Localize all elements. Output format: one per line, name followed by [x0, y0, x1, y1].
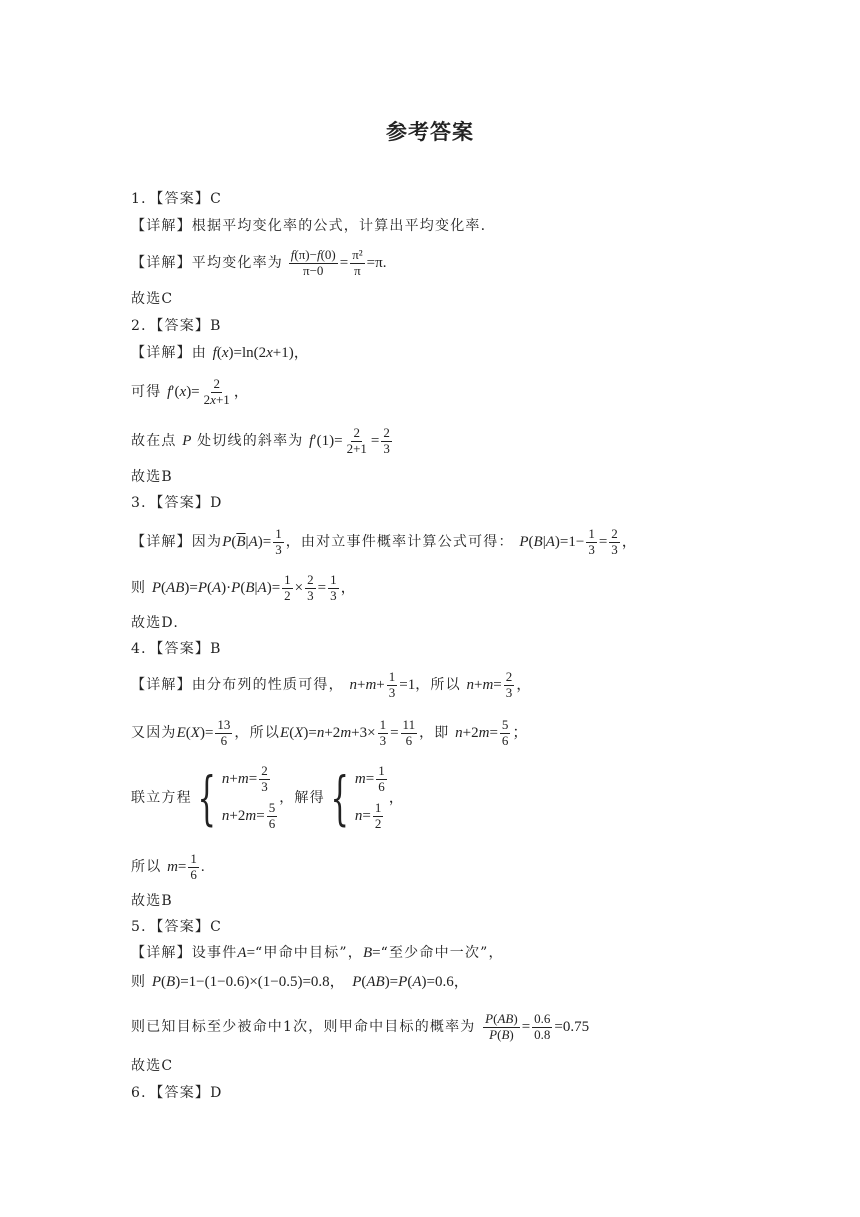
q1-detail-2-text: 【详解】平均变化率为: [131, 254, 283, 271]
q2-answer: 2．【答案】B: [131, 318, 222, 334]
q1-detail-2: 【详解】平均变化率为 $\frac{f(\pi)-f(0)}{\pi-0}$ = $\frac{\text{π²}}{\pi}$ =π.: [131, 247, 387, 278]
q4-detail-3-text-a: 联立方程: [131, 789, 192, 806]
q5-detail-1-text-b: “甲命中目标”，: [255, 945, 363, 961]
q3-detail-2-text: 则: [131, 579, 147, 596]
q2-detail-3: 故在点 P 处切线的斜率为 f′(1)= $\frac{2}{2+1}$ = $\frac{2}{3}$: [131, 425, 390, 456]
q2-detail-3-text-a: 故在点: [131, 432, 177, 449]
q5-detail-2: 则 P(B)=1−(1−0.6)×(1−0.5)=0.8， P(AB)=P(A)=0.6，: [131, 974, 469, 990]
q4-detail-2-text-c: ，即: [419, 724, 450, 741]
q6-answer: 6．【答案】D: [131, 1085, 223, 1101]
q2-detail-1: 【详解】由 f(x)=ln(2x+1)，: [131, 345, 309, 361]
q1-answer: 1．【答案】C: [131, 191, 223, 207]
q5-detail-1-text-a: 【详解】设事件: [131, 945, 238, 961]
q5-detail-2-text: 则: [131, 974, 147, 990]
q4-detail-3-text-b: ，解得: [279, 789, 325, 806]
q3-detail-1: 【详解】因为$P(\overline{B}|A)=$ $\frac{1}{3}$ ，由对立事件概率计算公式可得： P(B|A)=1− $\frac{1}{3}$ = $\frac{2}{3}$ ，: [131, 526, 637, 557]
q2-detail-1-text: 【详解】由: [131, 345, 207, 361]
q5-choice: 故选C: [131, 1058, 174, 1074]
page-title: 参考答案: [386, 120, 474, 144]
q3-detail-1-text-b: ，由对立事件概率计算公式可得：: [285, 533, 514, 550]
q3-answer: 3．【答案】D: [131, 495, 223, 511]
q4-answer: 4．【答案】B: [131, 641, 222, 657]
q4-detail-4: 所以 m= $\frac{1}{6}$ .: [131, 851, 205, 882]
q2-detail-2: 可得 f′(x)= $\frac{2}{2x+1}$ ，: [131, 376, 249, 407]
q1-detail-1: 【详解】根据平均变化率的公式，计算出平均变化率.: [131, 218, 487, 234]
q5-detail-3: 则已知目标至少被命中1次，则甲命中目标的概率为 $\frac{P(AB)}{P(B)}$ = $\frac{0.6}{0.8}$ =0.75: [131, 1011, 590, 1042]
q3-detail-2: 则 P(AB)=P(A)·P(B|A)= $\frac{1}{2}$ × $\frac{2}{3}$ = $\frac{1}{3}$ ，: [131, 572, 356, 603]
q4-detail-1: 【详解】由分布列的性质可得， n+m+ $\frac{1}{3}$ =1，所以 n+m= $\frac{2}{3}$ ，: [131, 669, 532, 700]
q2-detail-3-text-b: 处切线的斜率为: [197, 432, 304, 449]
q5-answer: 5．【答案】C: [131, 919, 223, 935]
q4-detail-3: 联立方程{ n+m= $\frac{2}{3}$ n+2m= $\frac{5}{6}$ ，解得{ m= $\frac{1}{6}$ n= $\frac{1}{2}$ ，: [131, 763, 404, 832]
q4-detail-2-text-b: ，所以: [234, 724, 281, 741]
q4-detail-2: 又因为E(X)= $\frac{13}{6}$ ，所以E(X)=n+2m+3× $\frac{1}{3}$ = $\frac{11}{6}$ ，即 n+2m= $\frac{5}{6}$ ；: [131, 717, 528, 748]
q3-choice: 故选D.: [131, 615, 179, 631]
q4-detail-1-text-a: 【详解】由分布列的性质可得，: [131, 676, 344, 693]
q4-detail-4-text: 所以: [131, 858, 162, 875]
q5-detail-1-text-c: “至少命中一次”，: [380, 945, 504, 961]
q4-detail-2-text-a: 又因为: [131, 724, 177, 741]
q4-choice: 故选B: [131, 893, 173, 909]
q5-detail-3-text: 则已知目标至少被命中1次，则甲命中目标的概率为: [131, 1018, 476, 1035]
q2-choice: 故选B: [131, 469, 173, 485]
q1-choice: 故选C: [131, 291, 174, 307]
q2-detail-2-text: 可得: [131, 383, 162, 400]
q4-detail-1-text-b: ，所以: [415, 676, 461, 693]
q5-detail-1: 【详解】设事件A=“甲命中目标”，B=“至少命中一次”，: [131, 945, 504, 961]
q3-detail-1-text-a: 【详解】因为: [131, 533, 223, 550]
